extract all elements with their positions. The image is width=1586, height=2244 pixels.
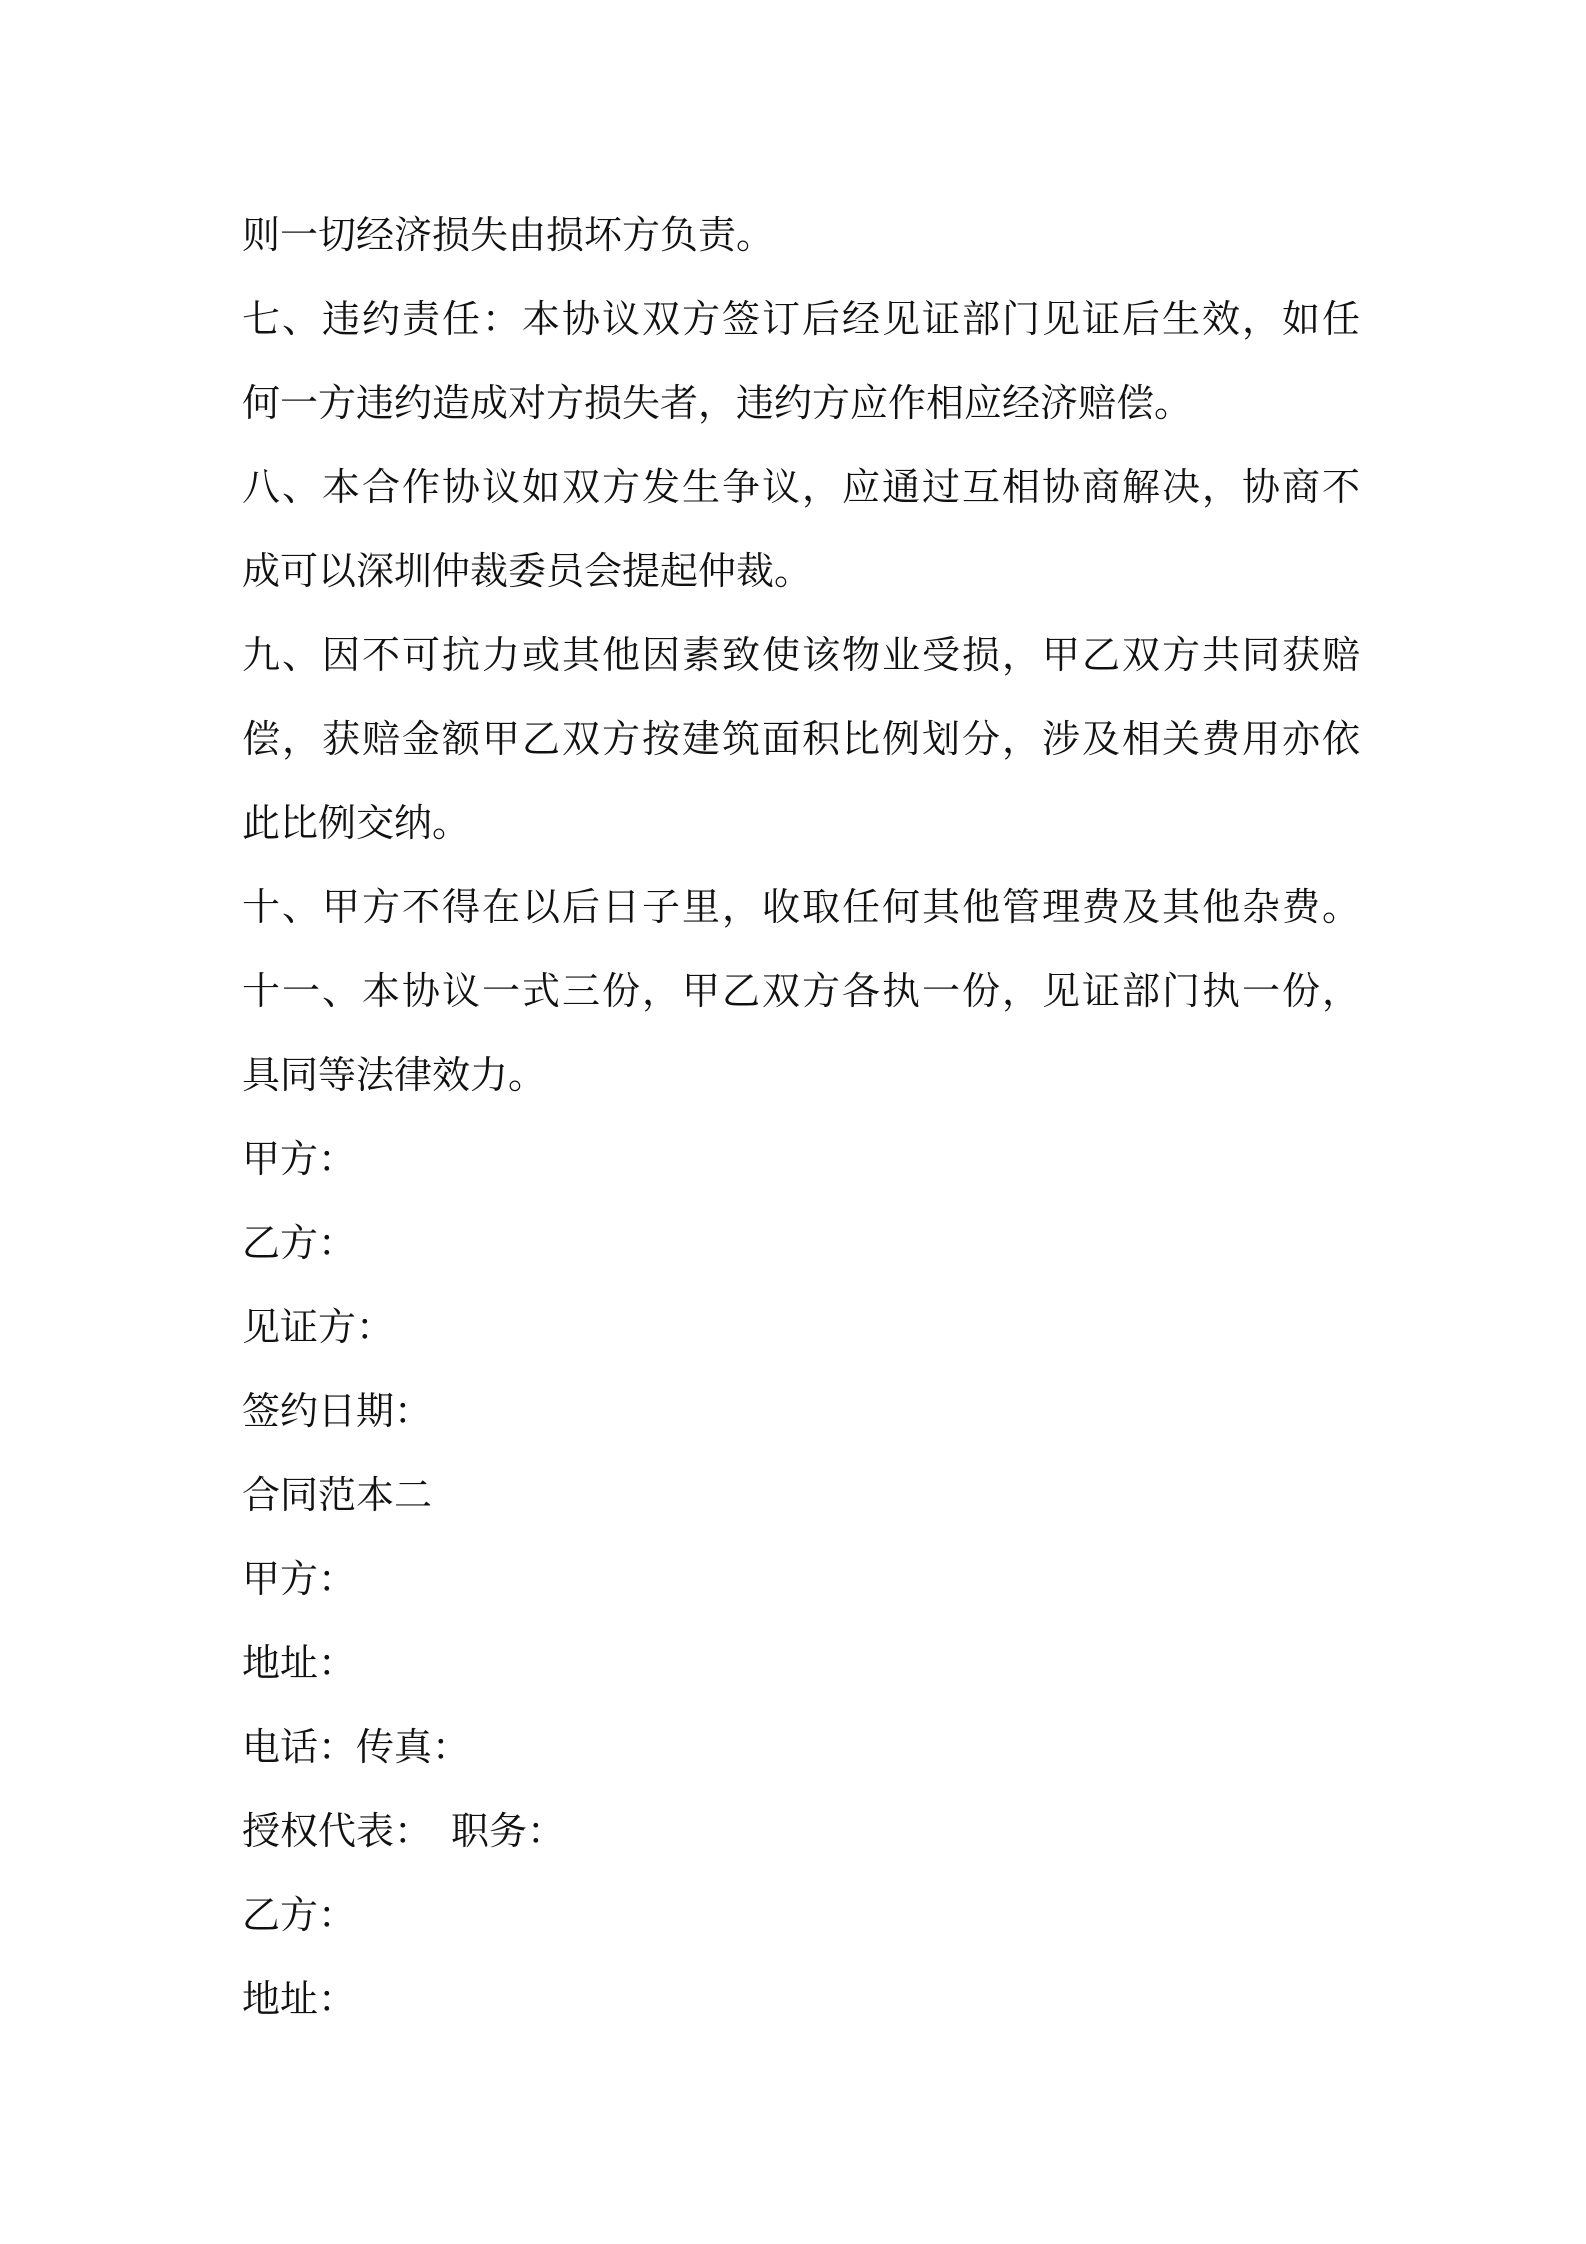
representative-title-label: 授权代表： 职务： [242,1809,566,1853]
party-a-label: 甲方： [242,1557,357,1601]
text-line: 何一方违约造成对方损失者，违约方应作相应经济赔偿。 [242,381,1193,425]
party-a-label: 甲方： [242,1137,357,1181]
text-line: 八、本合作协议如双方发生争议，应通过互相协商解决，协商不 [242,465,1360,509]
party-b-label: 乙方： [242,1893,357,1937]
signing-date-label: 签约日期： [242,1389,433,1433]
section-heading: 合同范本二 [242,1473,433,1517]
address-label: 地址： [242,1977,357,2021]
witness-label: 见证方： [242,1305,395,1349]
text-line: 十一、本协议一式三份，甲乙双方各执一份，见证部门执一份， [242,969,1360,1013]
text-line: 具同等法律效力。 [242,1053,547,1097]
text-line: 十、甲方不得在以后日子里，收取任何其他管理费及其他杂费。 [242,885,1360,929]
text-line: 七、违约责任：本协议双方签订后经见证部门见证后生效，如任 [242,297,1360,341]
text-line: 九、因不可抗力或其他因素致使该物业受损，甲乙双方共同获赔 [242,633,1360,677]
text-line: 偿，获赔金额甲乙双方按建筑面积比例划分，涉及相关费用亦依 [242,717,1360,761]
phone-fax-label: 电话：传真： [242,1725,471,1769]
text-line: 此比例交纳。 [242,801,471,845]
text-line: 成可以深圳仲裁委员会提起仲裁。 [242,549,813,593]
text-line: 则一切经济损失由损坏方负责。 [242,213,775,257]
party-b-label: 乙方： [242,1221,357,1265]
document-body [242,193,1362,2041]
address-label: 地址： [242,1641,357,1685]
